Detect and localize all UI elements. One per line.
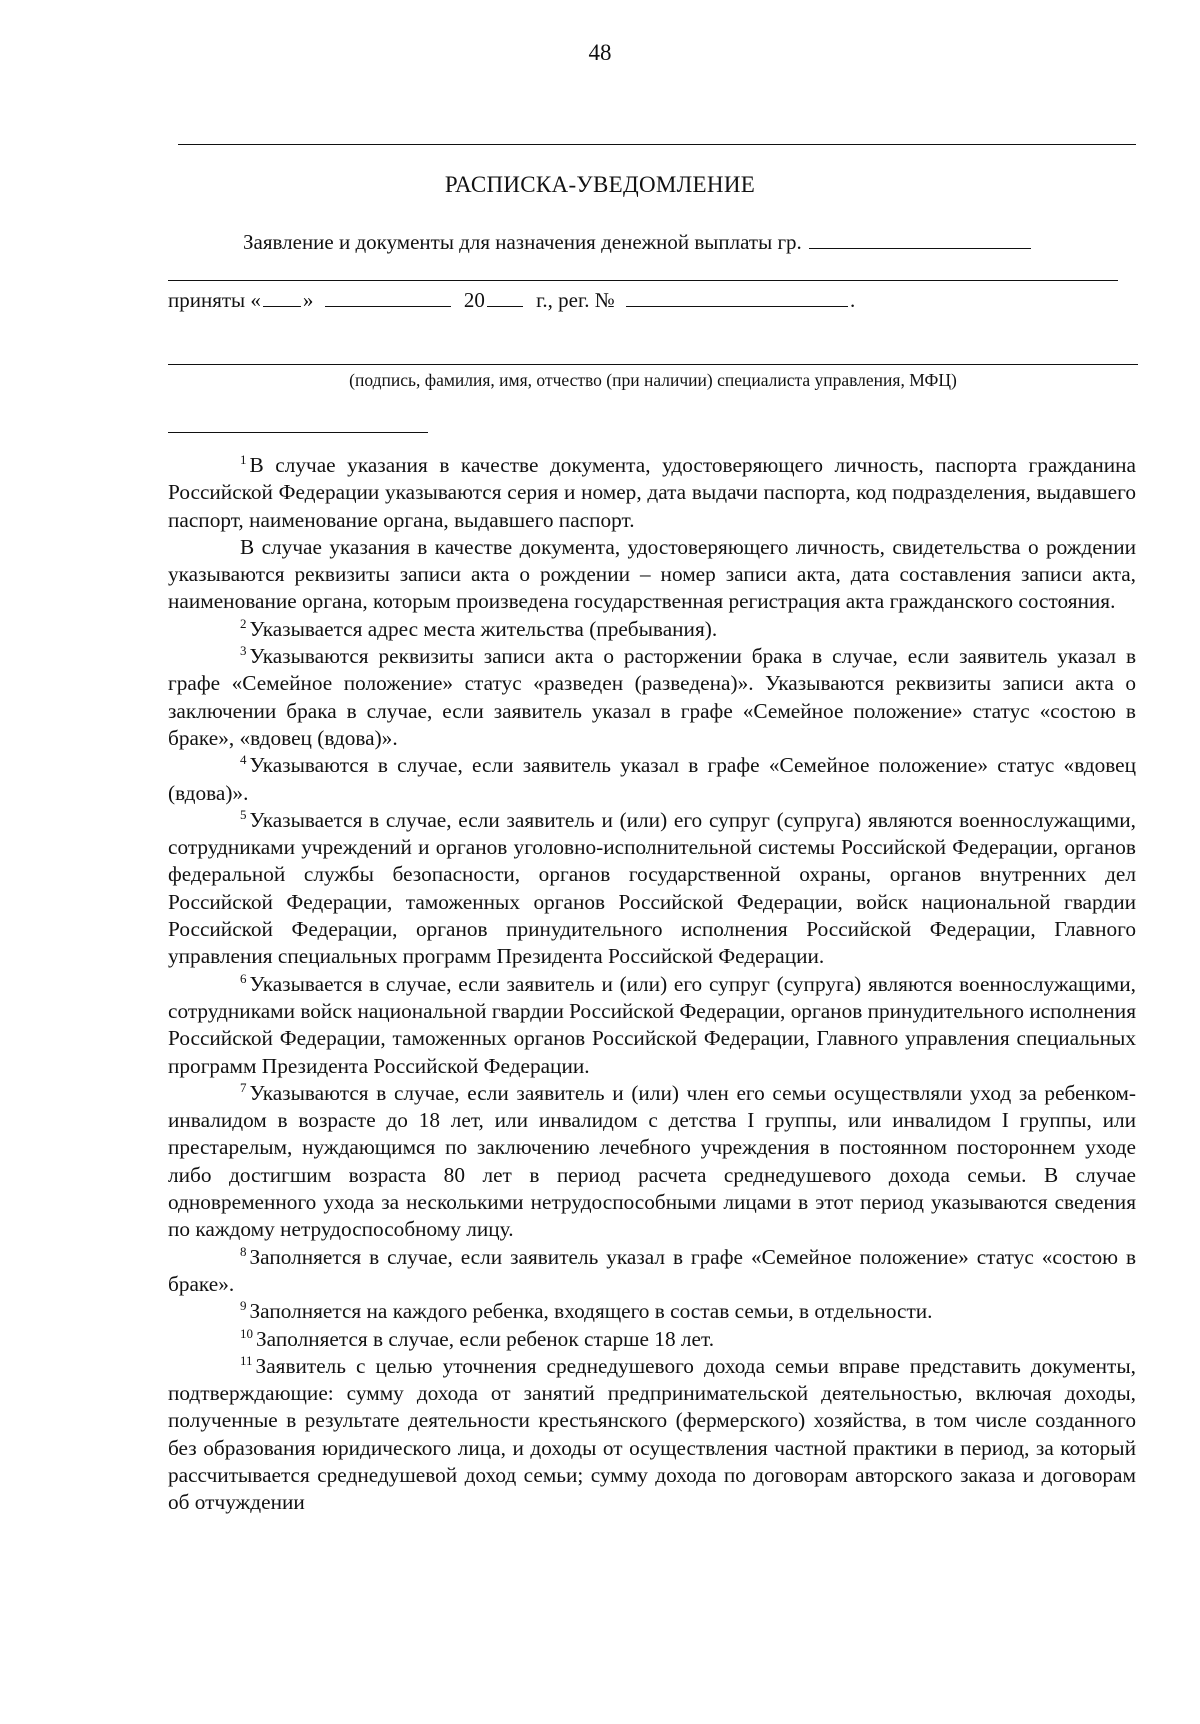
footnote-separator <box>168 432 428 433</box>
receipt-title: РАСПИСКА-УВЕДОМЛЕНИЕ <box>444 172 756 197</box>
footnote-text: Указывается адрес места жительства (пребывания). <box>249 616 718 641</box>
footnote-11 <box>168 1353 1136 1517</box>
footnote-mark: 1 <box>240 452 247 467</box>
footnote-9 <box>168 1298 1136 1325</box>
reg-label: г., рег. № <box>536 288 615 312</box>
footnotes <box>168 452 1136 1517</box>
footnote-text: Заполняется в случае, если заявитель указал в графе «Семейное положение» статус «состою в браке». <box>168 1244 1136 1296</box>
signature-caption: (подпись, фамилия, имя, отчество (при наличии) специалиста управления, МФЦ) <box>349 370 957 390</box>
statement-text: Заявление и документы для назначения денежной выплаты гр. <box>243 230 802 254</box>
footnote-mark: 4 <box>240 752 247 768</box>
accepted-quote-close: » <box>302 288 314 312</box>
month-blank <box>325 286 451 307</box>
year-blank <box>487 286 523 307</box>
footnote-mark: 9 <box>240 1298 247 1314</box>
footnote-4 <box>168 752 1136 807</box>
footnote-text: Указывается в случае, если заявитель и (или) его супруг (супруга) являются военнослужащими, сотрудниками войск национальной гвардии Российской Федерации, органов принудительного исполнения Российской Федерации, таможенных органов Российской Федерации, Главного управления специальных программ Президента Российской Федерации. <box>168 971 1136 1078</box>
footnote-text: В случае указания в качестве документа, удостоверяющего личность, свидетельства о рождении указываются реквизиты записи акта о рождении – номер записи акта, дата составления записи акта, наименование органа, которым произведена государственная регистрация акта гражданского состояния. <box>168 534 1136 614</box>
footnote-8 <box>168 1244 1136 1299</box>
footnote-text: В случае указания в качестве документа, удостоверяющего личность, паспорта гражданина Российской Федерации указываются серия и номер, дата выдачи паспорта, код подразделения, выдавшего паспорт, наименование органа, выдавшего паспорт. <box>168 453 1136 532</box>
footnote-6 <box>168 971 1136 1080</box>
accepted-label: приняты « <box>168 288 261 312</box>
footnote-mark: 5 <box>240 806 247 822</box>
footnote-2 <box>168 616 1136 643</box>
footnote-text: Указывается в случае, если заявитель и (или) его супруг (супруга) являются военнослужащими, сотрудниками учреждений и органов уголовно-исполнительной системы Российской Федерации, органов федеральной службы безопасности, органов государственной охраны, органов внутренних дел Российской Федерации, таможенных органов Российской Федерации, войск национальной гвардии Российской Федерации, органов принудительного исполнения Российской Федерации, Главного управления специальных программ Президента Российской Федерации. <box>168 807 1136 969</box>
footnote-mark: 7 <box>240 1079 247 1095</box>
footnote-text: Заполняется в случае, если ребенок старше 18 лет. <box>256 1326 715 1351</box>
footnote-7 <box>168 1080 1136 1244</box>
footnote-text: Заполняется на каждого ребенка, входящего в состав семьи, в отдельности. <box>249 1299 933 1324</box>
applicant-name-continuation-line <box>168 280 1118 281</box>
footnote-10 <box>168 1326 1136 1353</box>
footnote-1-continued <box>168 534 1136 616</box>
footnote-mark: 11 <box>240 1352 253 1368</box>
footnote-1 <box>168 452 1136 534</box>
footnote-mark: 2 <box>240 615 247 631</box>
footnote-text: Заявитель с целью уточнения среднедушевого дохода семьи вправе представить документы, подтверждающие: сумму дохода от занятий предпринимательской деятельностью, включая доходы, полученные в результате деятельности крестьянского (фермерского) хозяйства, в том числе созданного без образования юридического лица, и доходы от осуществления частной практики в период, за который рассчитывается среднедушевой доход семьи; сумму дохода по договорам авторского заказа и договорам об отчуждении <box>168 1353 1136 1515</box>
year-prefix: 20 <box>463 288 485 312</box>
accepted-line <box>168 286 855 313</box>
top-divider <box>178 144 1136 145</box>
day-blank <box>263 286 301 307</box>
footnote-text: Указываются в случае, если заявитель указал в графе «Семейное положение» статус «вдовец (вдова)». <box>168 753 1136 805</box>
end-period: . <box>850 288 856 312</box>
applicant-name-blank <box>809 228 1031 249</box>
footnote-text: Указываются реквизиты записи акта о расторжении брака в случае, если заявитель указал в графе «Семейное положение» статус «разведен (разведена)». Указываются реквизиты записи акта о заключении брака в случае, если заявитель указал в графе «Семейное положение» статус «состою в браке», «вдовец (вдова)». <box>168 644 1136 750</box>
footnote-5 <box>168 807 1136 971</box>
footnote-3 <box>168 643 1136 752</box>
footnote-mark: 10 <box>240 1325 253 1341</box>
statement-line <box>243 228 1033 255</box>
reg-number-blank <box>626 286 848 307</box>
footnote-mark: 8 <box>240 1243 247 1259</box>
footnote-text: Указываются в случае, если заявитель и (или) член его семьи осуществляли уход за ребенком-инвалидом в возрасте до 18 лет, или инвалидом с детства I группы, или инвалидом I группы, или престарелым, нуждающимся по заключению лечебного учреждения в постоянном постороннем уходе либо достигшим возраста 80 лет в период расчета среднедушевого дохода семьи. В случае одновременного ухода за несколькими нетрудоспособными лицами в этот период указываются сведения по каждому нетрудоспособному лицу. <box>168 1080 1136 1242</box>
footnote-mark: 6 <box>240 970 247 986</box>
signature-line <box>168 364 1138 365</box>
footnote-mark: 3 <box>240 643 247 659</box>
page-number: 48 <box>588 40 612 65</box>
